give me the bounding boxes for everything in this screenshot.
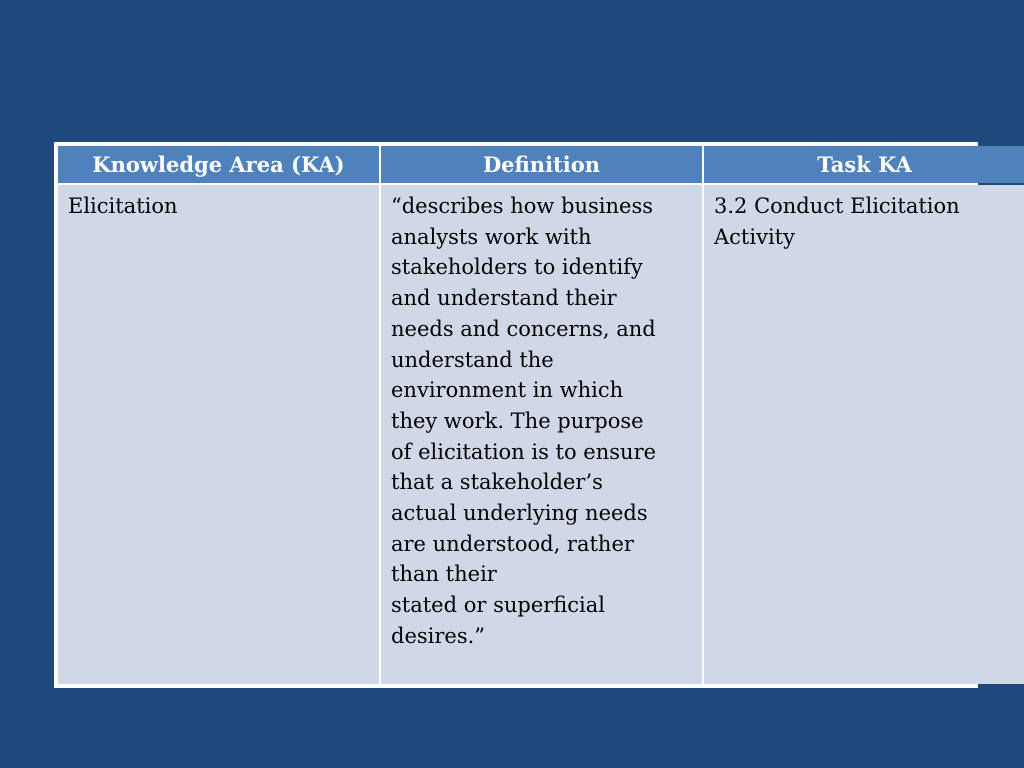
cell-task-ka: [704, 185, 1024, 684]
task-ka-line: Activity: [714, 224, 795, 249]
cell-knowledge-area: [58, 185, 379, 684]
definition-line: and understand their: [391, 286, 617, 311]
cell-definition: [381, 185, 702, 684]
definition-line: needs and concerns, and: [391, 316, 656, 341]
definition-line: stakeholders to identify: [391, 255, 643, 280]
definition-line: stated or superficial: [391, 593, 606, 618]
table-header-row: [58, 146, 1024, 183]
definition-line: “describes how business: [391, 194, 654, 218]
definition-line: environment in which: [391, 378, 624, 403]
knowledge-area-text: Elicitation: [68, 194, 178, 218]
definition-line: understand the: [391, 347, 554, 372]
header-task-ka: Task KA: [704, 146, 1024, 183]
ka-table: [56, 144, 1024, 686]
definition-line: are understood, rather: [391, 531, 634, 556]
definition-line: that a stakeholder’s: [391, 470, 603, 495]
ka-table-frame: [54, 142, 978, 688]
definition-line: of elicitation is to ensure: [391, 439, 657, 464]
definition-line: analysts work with: [391, 224, 592, 249]
definition-line: they work. The purpose: [391, 408, 644, 433]
header-definition: Definition: [381, 146, 702, 183]
task-ka-line: 3.2 Conduct Elicitation: [714, 194, 960, 218]
header-knowledge-area: Knowledge Area (KA): [58, 146, 379, 183]
definition-line: actual underlying needs: [391, 501, 648, 526]
definition-line: than their: [391, 562, 497, 587]
definition-line: desires.”: [391, 623, 486, 648]
table-row: [58, 185, 1024, 684]
